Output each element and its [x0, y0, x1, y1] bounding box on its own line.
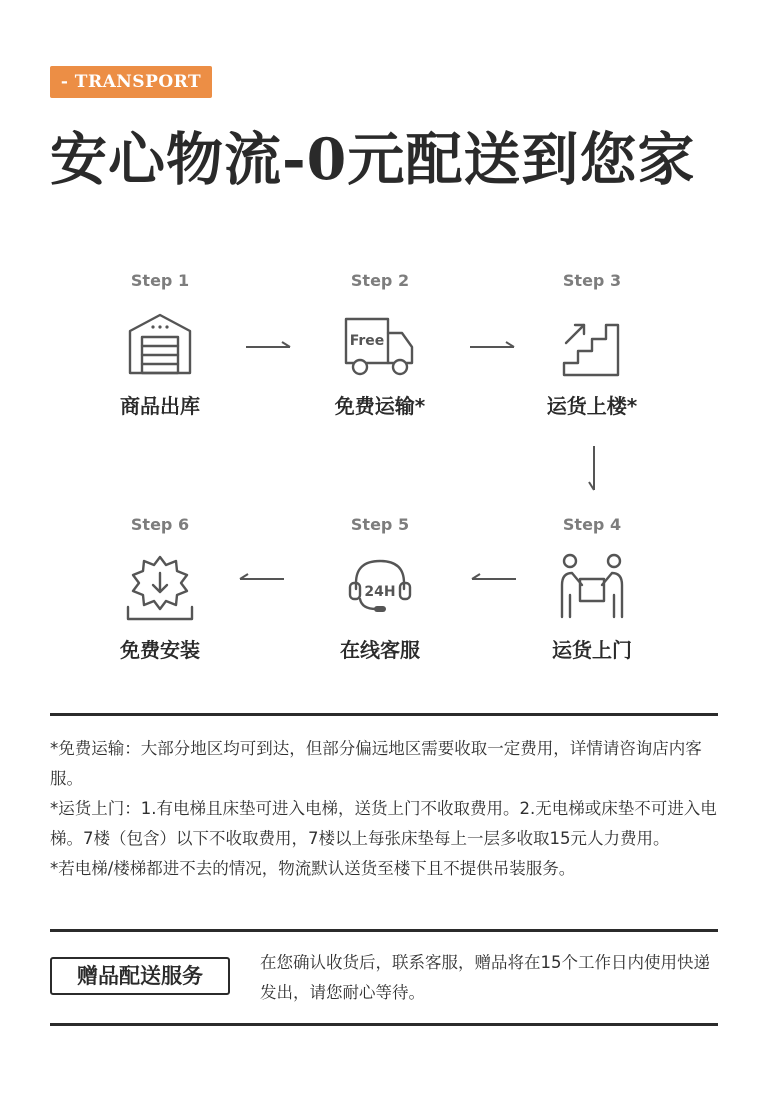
installation-gear-icon: [122, 551, 198, 627]
warehouse-icon: [122, 307, 198, 383]
step-6: [80, 515, 240, 663]
note-no-hoisting: *若电梯/楼梯都进不去的情况，物流默认送货至楼下且不提供吊装服务。: [50, 859, 576, 878]
step-label: Step 5: [350, 515, 410, 534]
notes-section: [50, 734, 722, 884]
note-free-shipping: *免费运输：大部分地区均可到达，但部分偏远地区需要收取一定费用，详情请咨询店内客服。: [50, 739, 702, 788]
stairs-icon: [554, 307, 630, 383]
arrow-left-icon: [236, 572, 286, 586]
arrow-right-icon: [244, 340, 294, 354]
divider: [50, 929, 718, 932]
headset-24h-text: 24H: [364, 584, 396, 600]
step-4: [512, 515, 672, 663]
note-door-delivery: *运货上门：1.有电梯且床垫可进入电梯，送货上门不收取费用。2.无电梯或床垫不可进入电梯。7楼（包含）以下不收取费用，7楼以上每张床垫每上一层多收取15元人力费用。: [50, 799, 717, 848]
arrow-down-icon: [586, 444, 602, 494]
step-3: [512, 271, 672, 419]
step-name: 在线客服: [340, 638, 420, 662]
step-2: [300, 271, 460, 419]
arrow-right-icon: [468, 340, 518, 354]
step-name: 免费安装: [120, 638, 200, 662]
gift-service-title: 赠品配送服务: [50, 957, 230, 995]
gift-service-text: 在您确认收货后，联系客服，赠品将在15个工作日内使用快递发出，请您耐心等待。: [260, 953, 710, 1002]
step-label: Step 6: [130, 515, 190, 534]
step-label: Step 2: [350, 271, 410, 290]
step-name: 商品出库: [120, 394, 200, 418]
step-5: [300, 515, 460, 663]
page-title: 安心物流-0元配送到您家: [50, 126, 696, 193]
truck-free-text: Free: [349, 333, 385, 349]
step-name: 运货上门: [552, 638, 632, 662]
divider: [50, 713, 718, 716]
delivery-truck-icon: [342, 307, 418, 383]
section-tag: - TRANSPORT: [50, 66, 212, 98]
divider: [50, 1023, 718, 1026]
step-1: [80, 271, 240, 419]
step-label: Step 3: [562, 271, 622, 290]
arrow-left-icon: [468, 572, 518, 586]
step-label: Step 1: [130, 271, 190, 290]
step-label: Step 4: [562, 515, 622, 534]
headset-icon: [342, 551, 418, 627]
step-name: 运货上楼*: [546, 394, 638, 418]
people-carrying-box-icon: [554, 551, 630, 627]
step-name: 免费运输*: [334, 394, 426, 418]
